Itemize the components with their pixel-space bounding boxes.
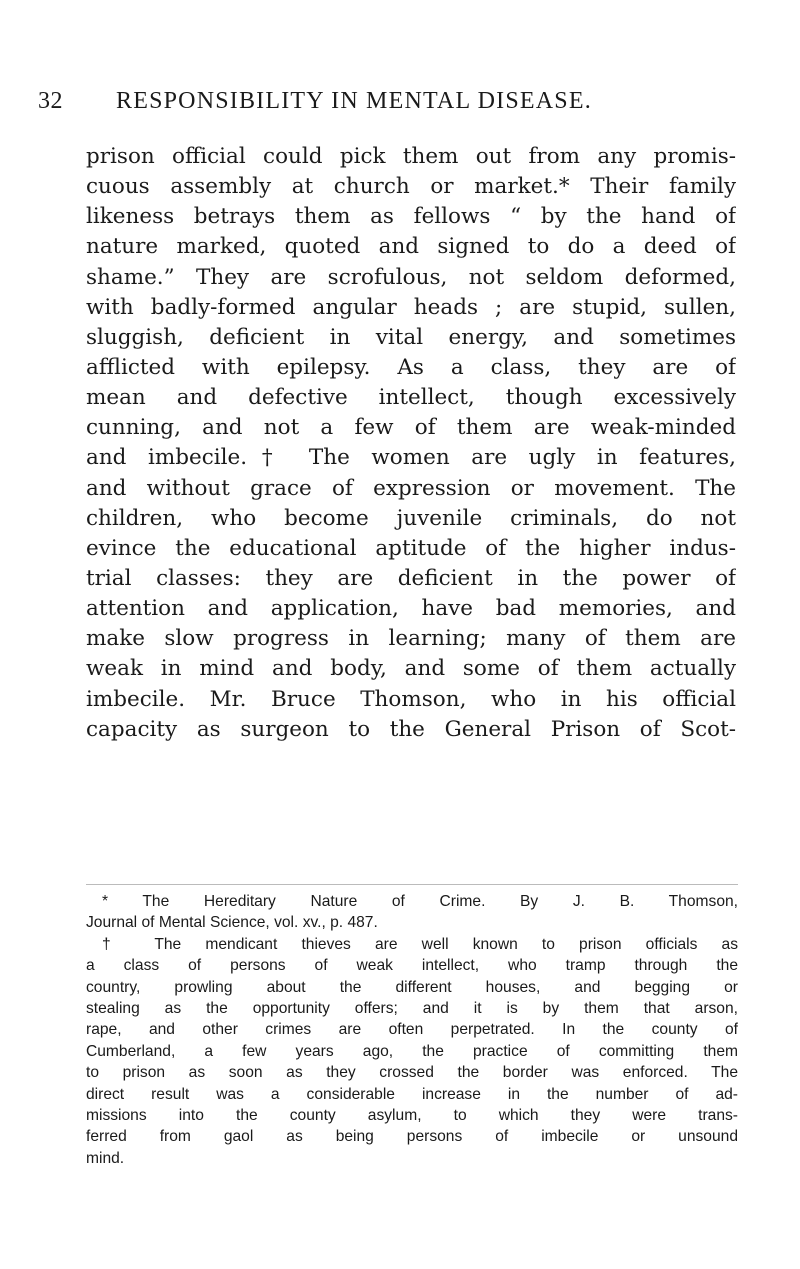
text-line: prison official could pick them out from any promis- [86, 144, 736, 169]
text-line: children, who become juvenile criminals, do not [86, 505, 736, 531]
footnote-divider [86, 884, 738, 885]
footnote-line: Cumberland, a few years ago, the practice of committing them [86, 1042, 738, 1060]
running-title: RESPONSIBILITY IN MENTAL DISEASE. [116, 88, 592, 114]
footnote-line: Journal of Mental Science, vol. xv., p. 487. [86, 914, 378, 932]
text-line: sluggish, deficient in vital energy, and sometimes [86, 324, 736, 350]
text-line: trial classes: they are deficient in the power of [86, 565, 736, 591]
text-line: with badly-formed angular heads ; are stupid, sullen, [86, 294, 736, 320]
text-line: imbecile. Mr. Bruce Thomson, who in his official [86, 686, 736, 712]
text-line: cuous assembly at church or market.* Their family [86, 174, 736, 200]
footnote-line: direct result was a considerable increase in the number of ad- [86, 1085, 738, 1103]
text-line: evince the educational aptitude of the higher indus- [86, 535, 736, 561]
text-line: capacity as surgeon to the General Prison of Scot- [86, 716, 736, 742]
footnote-line: a class of persons of weak intellect, who tramp through the [86, 957, 738, 975]
text-line: make slow progress in learning; many of them are [86, 626, 736, 652]
text-line: and imbecile.† The women are ugly in features, [86, 445, 736, 471]
footnote-line: missions into the county asylum, to which they were trans- [86, 1106, 738, 1124]
footnote-line: † The mendicant thieves are well known to prison officials as [102, 935, 738, 953]
text-line: mean and defective intellect, though excessively [86, 385, 736, 411]
footnote-line: to prison as soon as they crossed the border was enforced. The [86, 1064, 738, 1082]
text-line: and without grace of expression or movement. The [86, 475, 736, 501]
page-header [38, 88, 758, 122]
footnote-line: * The Hereditary Nature of Crime. By J. B. Thomson, [102, 893, 738, 910]
footnotes [86, 891, 738, 1169]
footnote-line: ferred from gaol as being persons of imbecile or unsound [86, 1128, 738, 1146]
footnote-line: stealing as the opportunity offers; and it is by them that arson, [86, 999, 738, 1017]
text-line: nature marked, quoted and signed to do a deed of [86, 234, 736, 260]
footnote-line: mind. [86, 1149, 125, 1167]
text-line: likeness betrays them as fellows “ by the hand of [86, 204, 736, 230]
text-line: weak in mind and body, and some of them actually [86, 656, 736, 682]
footnote-line: country, prowling about the different houses, and begging or [86, 978, 738, 996]
footnote-line: rape, and other crimes are often perpetrated. In the county of [86, 1021, 738, 1039]
text-line: shame.” They are scrofulous, not seldom deformed, [86, 264, 736, 290]
text-line: attention and application, have bad memories, and [86, 596, 736, 622]
text-line: afflicted with epilepsy. As a class, they are of [86, 354, 736, 380]
page-number: 32 [38, 88, 63, 114]
text-line: cunning, and not a few of them are weak-minded [86, 415, 736, 441]
body-paragraph [86, 142, 736, 745]
